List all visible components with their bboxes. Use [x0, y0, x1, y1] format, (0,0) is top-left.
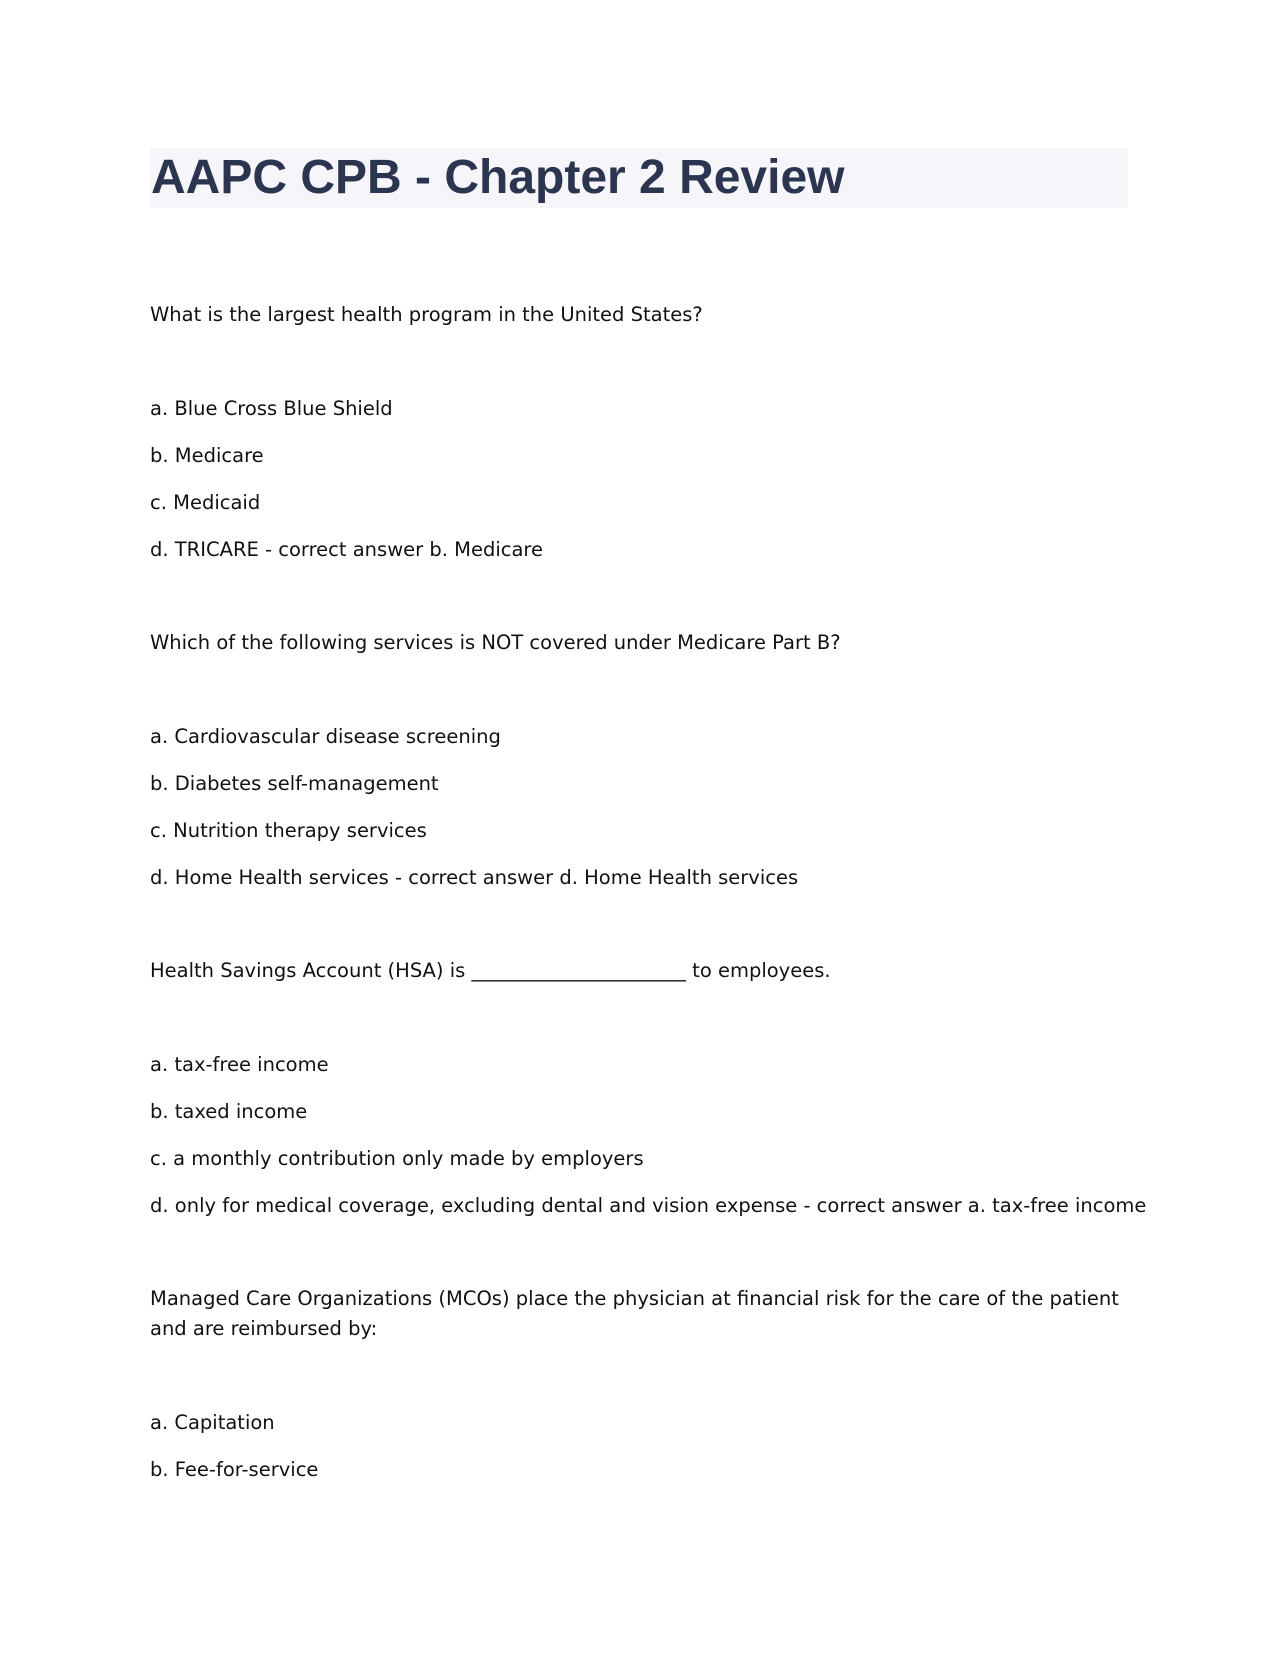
- document-page: [150, 148, 1147, 1548]
- answer-options: [150, 1050, 1147, 1238]
- answer-options: [150, 1408, 1128, 1502]
- answer-option: a. Capitation: [150, 1411, 275, 1434]
- question-text: Managed Care Organizations (MCOs) place the physician at financial risk for the care of the patient and are reimbursed by:: [150, 1287, 1119, 1340]
- question-text: What is the largest health program in the United States?: [150, 303, 703, 326]
- answer-option: a. tax-free income: [150, 1053, 329, 1076]
- question-text: Health Savings Account (HSA) is ______________________ to employees.: [150, 959, 831, 982]
- answer-option: d. only for medical coverage, excluding dental and vision expense - correct answer a. tax-free income: [150, 1194, 1147, 1217]
- question-block: [150, 1284, 1128, 1502]
- answer-option: a. Blue Cross Blue Shield: [150, 397, 393, 420]
- answer-option: b. Diabetes self-management: [150, 772, 439, 795]
- answer-options: [150, 722, 1128, 910]
- question-block: [150, 300, 1128, 582]
- answer-option: d. Home Health services - correct answer d. Home Health services: [150, 866, 799, 889]
- answer-option: b. taxed income: [150, 1100, 308, 1123]
- answer-option: a. Cardiovascular disease screening: [150, 725, 501, 748]
- answer-option: b. Fee-for-service: [150, 1458, 319, 1481]
- answer-option: b. Medicare: [150, 444, 264, 467]
- question-list: [150, 300, 1147, 1502]
- question-block: [150, 956, 1147, 1238]
- question-block: [150, 628, 1128, 910]
- answer-option: c. a monthly contribution only made by employers: [150, 1147, 644, 1170]
- question-text: Which of the following services is NOT covered under Medicare Part B?: [150, 631, 841, 654]
- title-banner: [150, 148, 1128, 208]
- document-title: AAPC CPB - Chapter 2 Review: [151, 151, 845, 204]
- answer-options: [150, 394, 1128, 582]
- answer-option: d. TRICARE - correct answer b. Medicare: [150, 538, 543, 561]
- answer-option: c. Nutrition therapy services: [150, 819, 427, 842]
- answer-option: c. Medicaid: [150, 491, 261, 514]
